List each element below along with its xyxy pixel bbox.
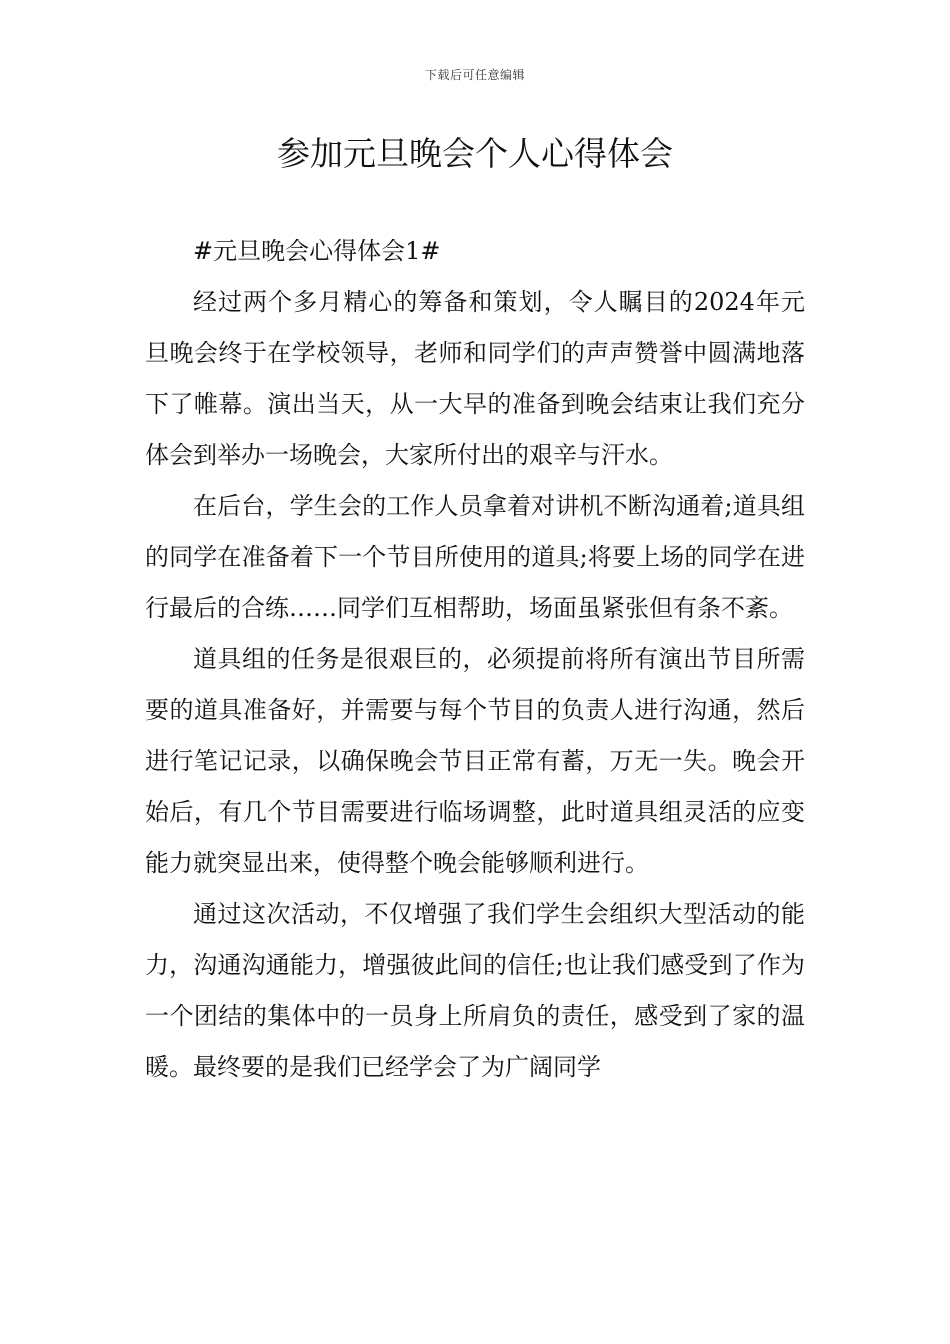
paragraph: 在后台，学生会的工作人员拿着对讲机不断沟通着;道具组的同学在准备着下一个节目所使用的道具;将要上场的同学在进行最后的合练……同学们互相帮助，场面虽紧张但有条不紊。 [145,492,805,622]
paragraph: 通过这次活动，不仅增强了我们学生会组织大型活动的能力，沟通沟通能力，增强彼此间的信任;也让我们感受到了作为一个团结的集体中的一员身上所肩负的责任，感受到了家的温暖。最终要的是我们已经学会了为广阔同学 [145,900,805,1081]
document-body [145,226,805,1093]
section-heading: #元旦晚会心得体会1# [193,237,441,265]
paragraph: 道具组的任务是很艰巨的，必须提前将所有演出节目所需要的道具准备好，并需要与每个节目的负责人进行沟通，然后进行笔记记录，以确保晚会节目正常有蓄，万无一失。晚会开始后，有几个节目需要进行临场调整，此时道具组灵活的应变能力就突显出来，使得整个晚会能够顺利进行。 [145,645,805,877]
document-title: 参加元旦晚会个人心得体会 [277,134,673,173]
paragraph: 经过两个多月精心的筹备和策划，令人瞩目的2024年元旦晚会终于在学校领导，老师和同学们的声声赞誉中圆满地落下了帷幕。演出当天，从一大早的准备到晚会结束让我们充分体会到举办一场晚会，大家所付出的艰辛与汗水。 [145,288,805,469]
header-note: 下载后可任意编辑 [424,68,525,82]
